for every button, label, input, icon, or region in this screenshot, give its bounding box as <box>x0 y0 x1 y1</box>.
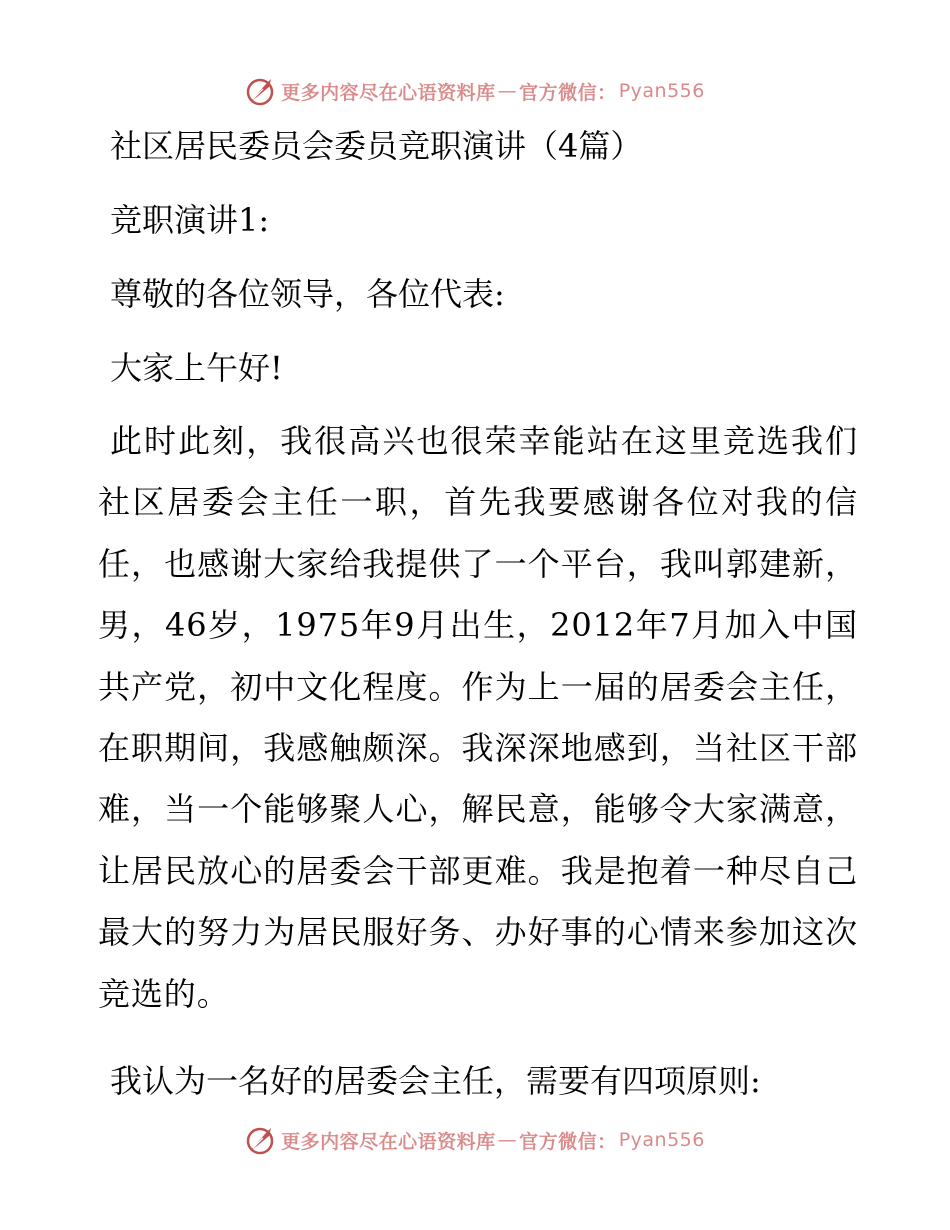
greeting: 大家上午好! <box>110 349 283 387</box>
quill-logo-icon <box>245 75 277 107</box>
watermark-separator: — <box>497 1129 518 1151</box>
document-body <box>98 126 858 1101</box>
watermark-id: Pyan556 <box>618 1129 705 1151</box>
paragraph-1: 此时此刻，我很高兴也很荣幸能站在这里竞选我们社区居委会主任一职，首先我要感谢各位对我的信任，也感谢大家给我提供了一个平台，我叫郭建新，男，46岁，1975年9月出生，2012年7月加入中国共产党，初中文化程度。作为上一届的居委会主任，在职期间，我感触颇深。我深深地感到，当社区干部难，当一个能够聚人心，解民意，能够令大家满意，让居民放心的居委会干部更难。我是抱着一种尽自己最大的努力为居民服好务、办好事的心情来参加这次竞选的。 <box>98 422 858 1013</box>
watermark-text: 更多内容尽在心语资料库 <box>281 81 496 104</box>
header-watermark <box>0 71 950 111</box>
salutation: 尊敬的各位领导，各位代表: <box>110 275 505 313</box>
document-title: 社区居民委员会委员竞职演讲（4篇） <box>110 127 643 165</box>
watermark-separator: — <box>497 80 518 102</box>
watermark-id: Pyan556 <box>618 80 705 102</box>
watermark-channel: 官方微信： <box>519 81 617 104</box>
paragraph-2: 我认为一名好的居委会主任，需要有四项原则: <box>110 1062 761 1101</box>
watermark-text: 更多内容尽在心语资料库 <box>281 1130 496 1153</box>
footer-watermark <box>0 1120 950 1160</box>
quill-logo-icon <box>245 1124 277 1156</box>
section-heading: 竞职演讲1: <box>110 201 270 239</box>
watermark-channel: 官方微信： <box>519 1130 617 1153</box>
